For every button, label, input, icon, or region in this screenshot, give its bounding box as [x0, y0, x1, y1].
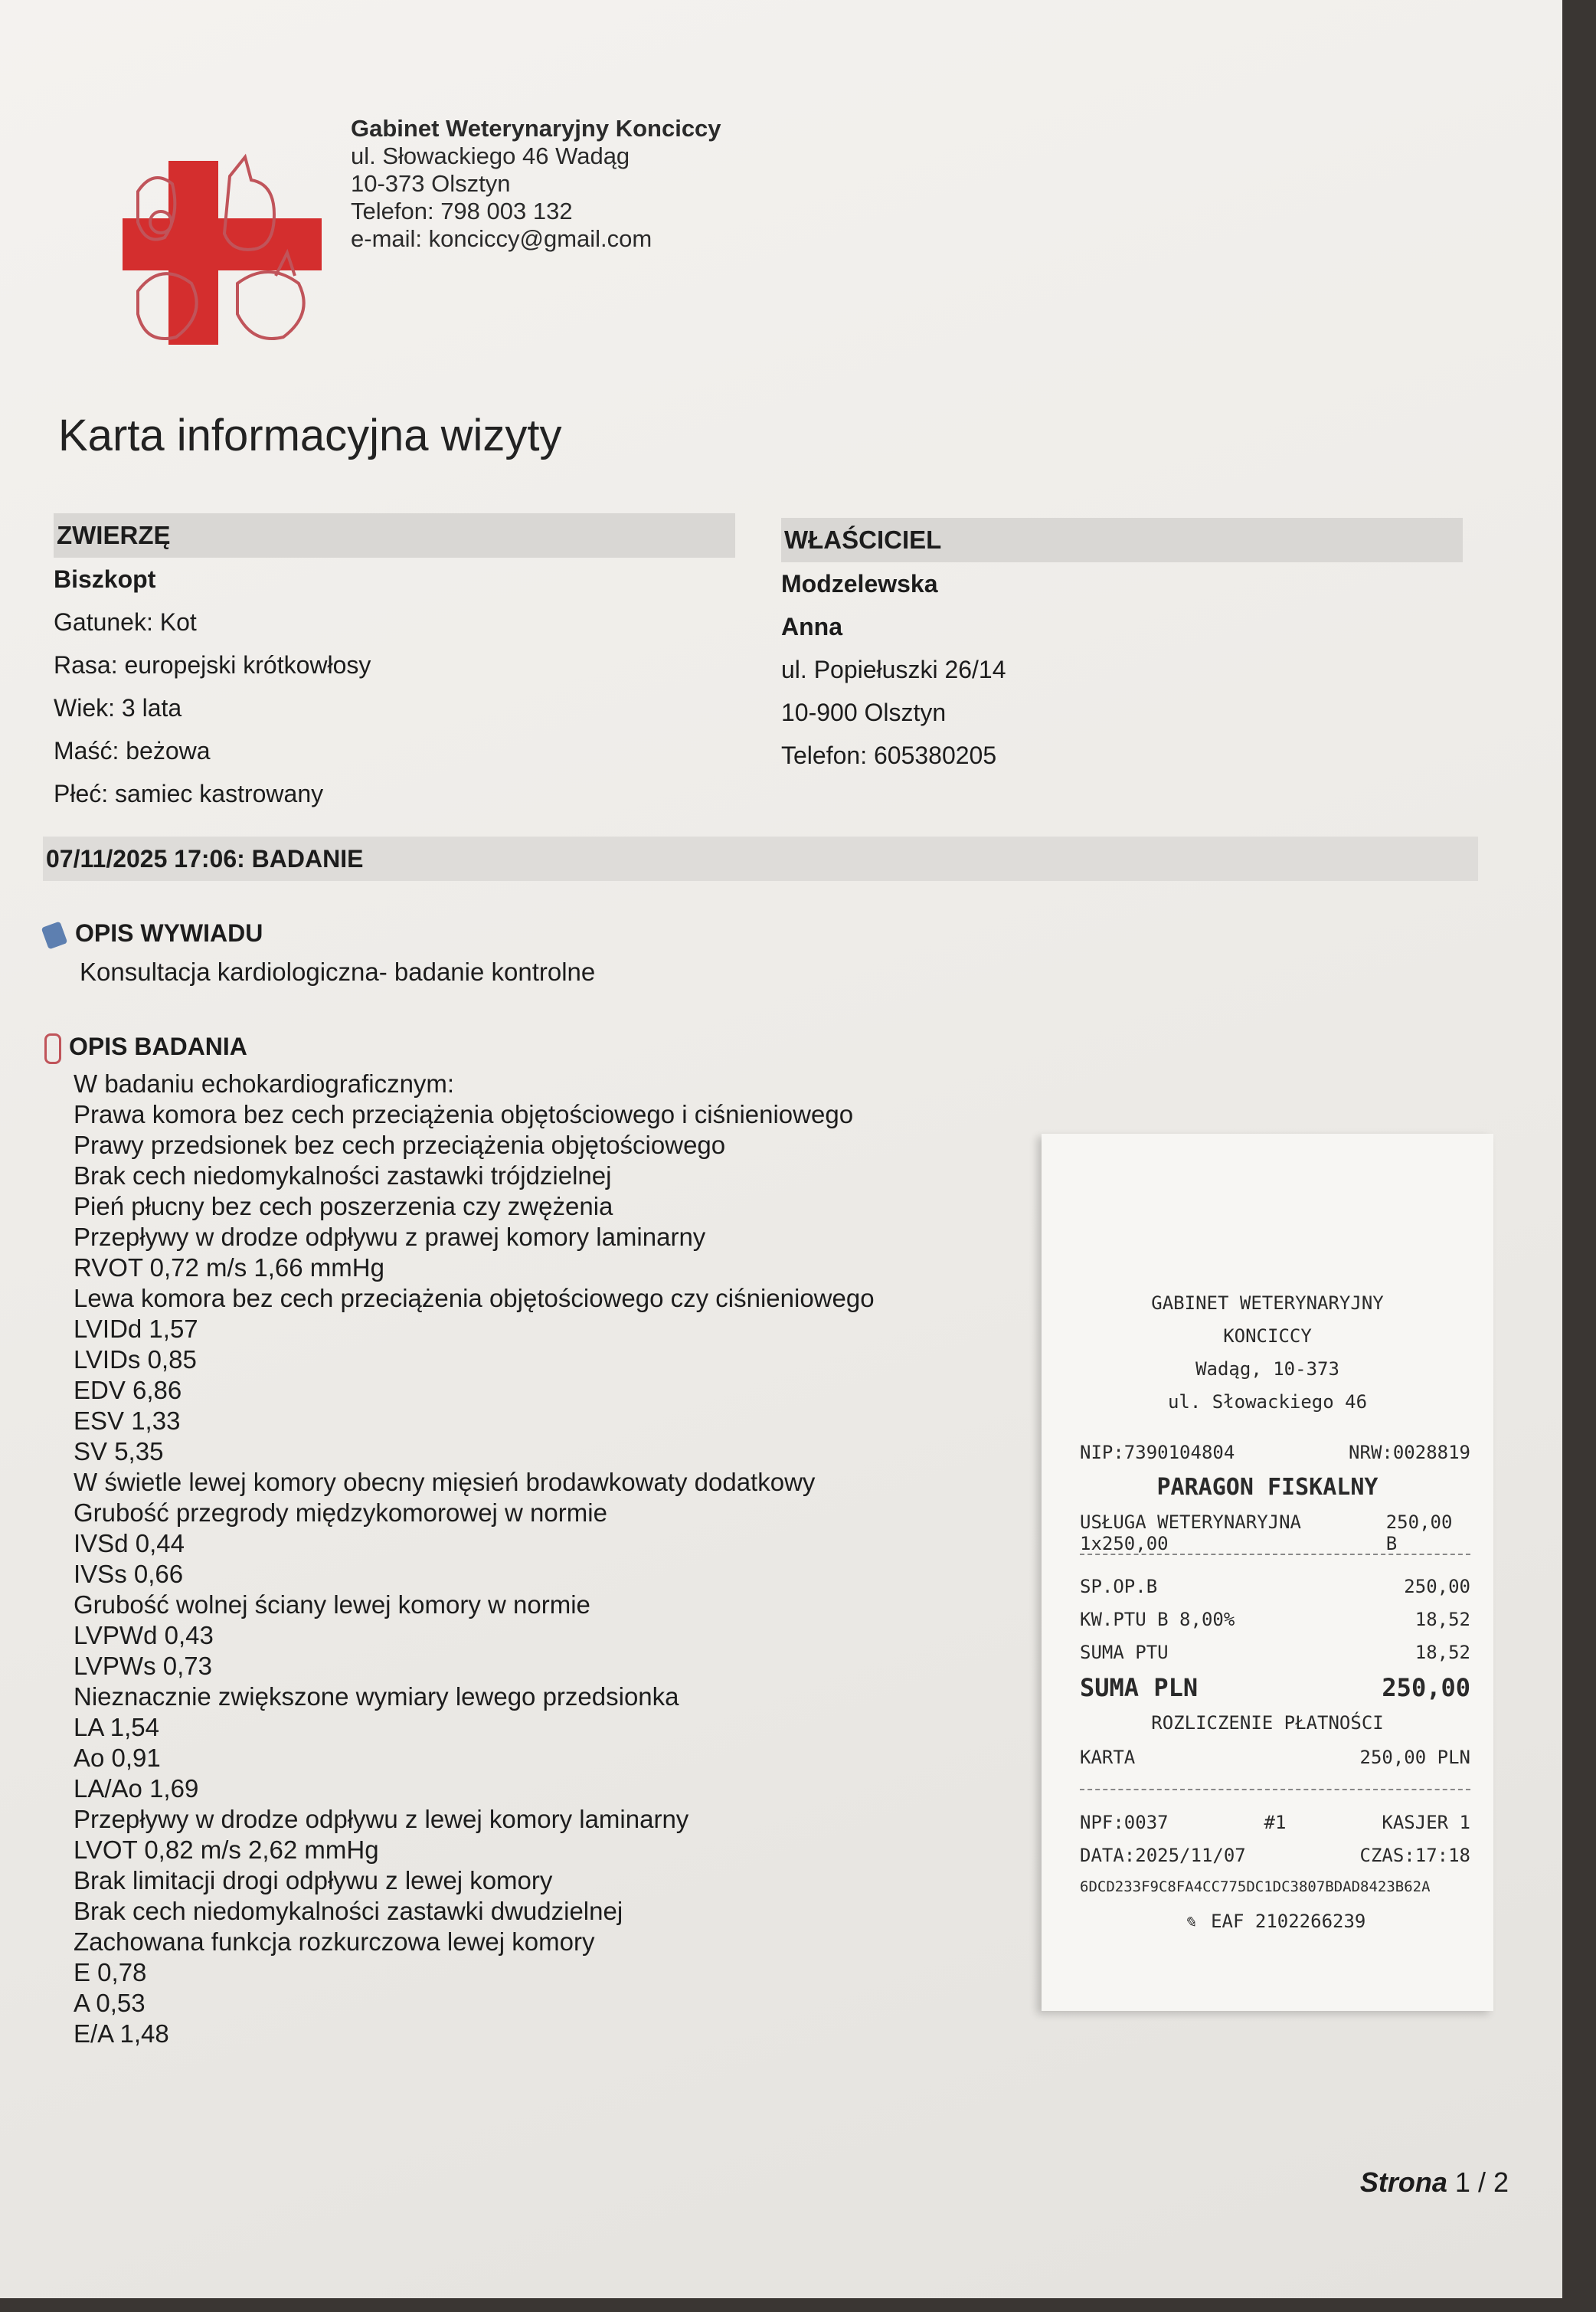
receipt-ptu-value: 18,52 — [1414, 1609, 1470, 1630]
receipt-sum-ptu-row — [1080, 1642, 1470, 1663]
animal-name: Biszkopt — [54, 565, 156, 593]
animal-species: Gatunek: Kot — [54, 608, 197, 636]
history-section — [44, 919, 595, 987]
animal-section — [54, 513, 735, 815]
animal-color: Maść: beżowa — [54, 737, 211, 765]
exam-line: Zachowana funkcja rozkurczowa lewej komory — [74, 1927, 595, 1956]
receipt-ptu-label: KW.PTU B 8,00% — [1080, 1609, 1235, 1630]
exam-line: LVOT 0,82 m/s 2,62 mmHg — [74, 1835, 379, 1864]
receipt-npf: NPF:0037 — [1080, 1812, 1169, 1833]
clinic-info — [351, 115, 721, 253]
animal-breed: Rasa: europejski krótkowłosy — [54, 651, 371, 679]
receipt-time: CZAS:17:18 — [1359, 1845, 1470, 1866]
exam-line: Przepływy w drodze odpływu z prawej komory laminarny — [74, 1222, 706, 1251]
exam-line: LVPWs 0,73 — [74, 1651, 212, 1680]
receipt-divider — [1080, 1554, 1470, 1555]
receipt-header-line: KONCICCY — [1223, 1325, 1312, 1347]
exam-line: Przepływy w drodze odpływu z lewej komory laminarny — [74, 1804, 689, 1833]
exam-line: LVIDs 0,85 — [74, 1344, 197, 1374]
animal-sex: Płeć: samiec kastrowany — [54, 780, 324, 807]
exam-line: Brak cech niedomykalności zastawki trójdzielnej — [74, 1161, 612, 1190]
receipt-sp-row — [1080, 1576, 1470, 1597]
owner-city: 10-900 Olsztyn — [781, 699, 947, 726]
exam-line: W świetle lewej komory obecny mięsień brodawkowaty dodatkowy — [74, 1467, 816, 1496]
receipt-settlement: ROZLICZENIE PŁATNOŚCI — [1151, 1712, 1384, 1734]
owner-phone: Telefon: 605380205 — [781, 742, 997, 769]
visit-header: 07/11/2025 17:06: BADANIE — [43, 837, 1478, 881]
exam-line: Grubość wolnej ściany lewej komory w normie — [74, 1590, 590, 1619]
receipt-header — [1042, 1287, 1493, 1419]
receipt-eaf: EAF 2102266239 — [1211, 1911, 1366, 1932]
exam-line: LA 1,54 — [74, 1712, 159, 1741]
receipt-item-value: 250,00 B — [1385, 1511, 1453, 1554]
exam-line: EDV 6,86 — [74, 1375, 182, 1404]
receipt-hash-row — [1080, 1878, 1470, 1895]
receipt-sum-value: 250,00 — [1382, 1673, 1470, 1702]
exam-line: Pień płucny bez cech poszerzenia czy zwężenia — [74, 1191, 613, 1220]
exam-line: SV 5,35 — [74, 1436, 164, 1465]
receipt-divider — [1080, 1789, 1470, 1790]
exam-line: IVSs 0,66 — [74, 1559, 184, 1588]
history-text: Konsultacja kardiologiczna- badanie kontrolne — [80, 958, 596, 986]
paperclip-icon — [44, 1033, 61, 1064]
exam-line: RVOT 0,72 m/s 1,66 mmHg — [74, 1253, 384, 1282]
owner-first-name: Anna — [781, 613, 842, 640]
receipt-nip: NIP:7390104804 — [1080, 1442, 1235, 1463]
fiscal-receipt — [1042, 1134, 1493, 2011]
receipt-item-name: USŁUGA WETERYNARYJNA 1x250,00 — [1080, 1511, 1301, 1554]
receipt-card-label: KARTA — [1080, 1747, 1136, 1768]
exam-line: Prawy przedsionek bez cech przeciążenia objętościowego — [74, 1130, 726, 1159]
receipt-cashier: KASJER 1 — [1382, 1812, 1470, 1833]
receipt-item — [1080, 1511, 1470, 1554]
exam-line: LVIDd 1,57 — [74, 1314, 198, 1343]
exam-line: Nieznacznie zwiększone wymiary lewego przedsionka — [74, 1682, 679, 1711]
receipt-header-line: ul. Słowackiego 46 — [1167, 1391, 1368, 1413]
owner-street: ul. Popiełuszki 26/14 — [781, 656, 1006, 683]
receipt-sp-label: SP.OP.B — [1080, 1576, 1158, 1597]
owner-header: WŁAŚCICIEL — [781, 518, 1463, 562]
document-title: Karta informacyjna wizyty — [58, 411, 562, 460]
exam-line: LA/Ao 1,69 — [74, 1773, 199, 1803]
exam-line: Brak limitacji drogi odpływu z lewej komory — [74, 1865, 553, 1894]
exam-line: A 0,53 — [74, 1988, 146, 2017]
receipt-header-line: Wadąg, 10-373 — [1195, 1358, 1339, 1380]
receipt-sum-row — [1080, 1673, 1470, 1702]
exam-line: Prawa komora bez cech przeciążenia objętościowego i ciśnieniowego — [74, 1099, 854, 1128]
receipt-card-row — [1080, 1747, 1470, 1768]
owner-section — [781, 518, 1463, 777]
receipt-sum-label: SUMA PLN — [1080, 1673, 1199, 1702]
clinic-email: e-mail: konciccy@gmail.com — [351, 225, 652, 252]
receipt-sum-ptu-value: 18,52 — [1414, 1642, 1470, 1663]
receipt-sp-value: 250,00 — [1404, 1576, 1470, 1597]
clinic-address: ul. Słowackiego 46 Wadąg — [351, 142, 630, 169]
receipt-date-row — [1080, 1845, 1470, 1866]
owner-surname: Modzelewska — [781, 570, 938, 598]
exam-line: Brak cech niedomykalności zastawki dwudzielnej — [74, 1896, 623, 1925]
receipt-header-line: GABINET WETERYNARYJNY — [1151, 1292, 1384, 1314]
exam-lines — [74, 1069, 1002, 2049]
clinic-name: Gabinet Weterynaryjny Konciccy — [351, 115, 721, 142]
receipt-nrw: NRW:0028819 — [1349, 1442, 1470, 1463]
page-number — [1360, 2166, 1509, 2199]
receipt-card-value: 250,00 PLN — [1359, 1747, 1470, 1768]
receipt-date: DATA:2025/11/07 — [1080, 1845, 1246, 1866]
receipt-npf-row — [1080, 1812, 1470, 1833]
exam-line: LVPWd 0,43 — [74, 1620, 214, 1649]
exam-line: ESV 1,33 — [74, 1406, 181, 1435]
receipt-hash: 6DCD233F9C8FA4CC775DC1DC3807BDAD8423B62A — [1080, 1878, 1431, 1895]
exam-line: IVSd 0,44 — [74, 1528, 185, 1557]
animal-header: ZWIERZĘ — [54, 513, 735, 558]
receipt-title: PARAGON FISKALNY — [1156, 1474, 1379, 1501]
exam-line: Grubość przegrody międzykomorowej w normie — [74, 1498, 607, 1527]
receipt-sum-ptu-label: SUMA PTU — [1080, 1642, 1169, 1663]
page-total: / 2 — [1477, 2166, 1509, 2198]
clinic-city: 10-373 Olsztyn — [351, 170, 511, 197]
receipt-register: #1 — [1264, 1812, 1287, 1833]
exam-section — [44, 1033, 1002, 2049]
receipt-ptu-row — [1080, 1609, 1470, 1630]
receipt-ids — [1080, 1442, 1470, 1463]
animal-age: Wiek: 3 lata — [54, 694, 182, 722]
exam-title: OPIS BADANIA — [69, 1033, 247, 1060]
exam-line: E/A 1,48 — [74, 2019, 169, 2048]
clinic-phone: Telefon: 798 003 132 — [351, 198, 573, 224]
fiscal-mark-icon: ✎ — [1184, 1911, 1196, 1932]
clinic-logo — [123, 146, 329, 360]
exam-line: W badaniu echokardiograficznym: — [74, 1069, 455, 1098]
exam-line: E 0,78 — [74, 1957, 147, 1986]
page-current: 1 — [1454, 2166, 1470, 2198]
history-icon — [41, 921, 68, 949]
exam-line: Ao 0,91 — [74, 1743, 161, 1772]
exam-line: Lewa komora bez cech przeciążenia objętościowego czy ciśnieniowego — [74, 1283, 875, 1312]
receipt-eaf-row — [1080, 1911, 1470, 1932]
page-label: Strona — [1359, 2166, 1447, 2198]
history-title: OPIS WYWIADU — [75, 919, 263, 947]
